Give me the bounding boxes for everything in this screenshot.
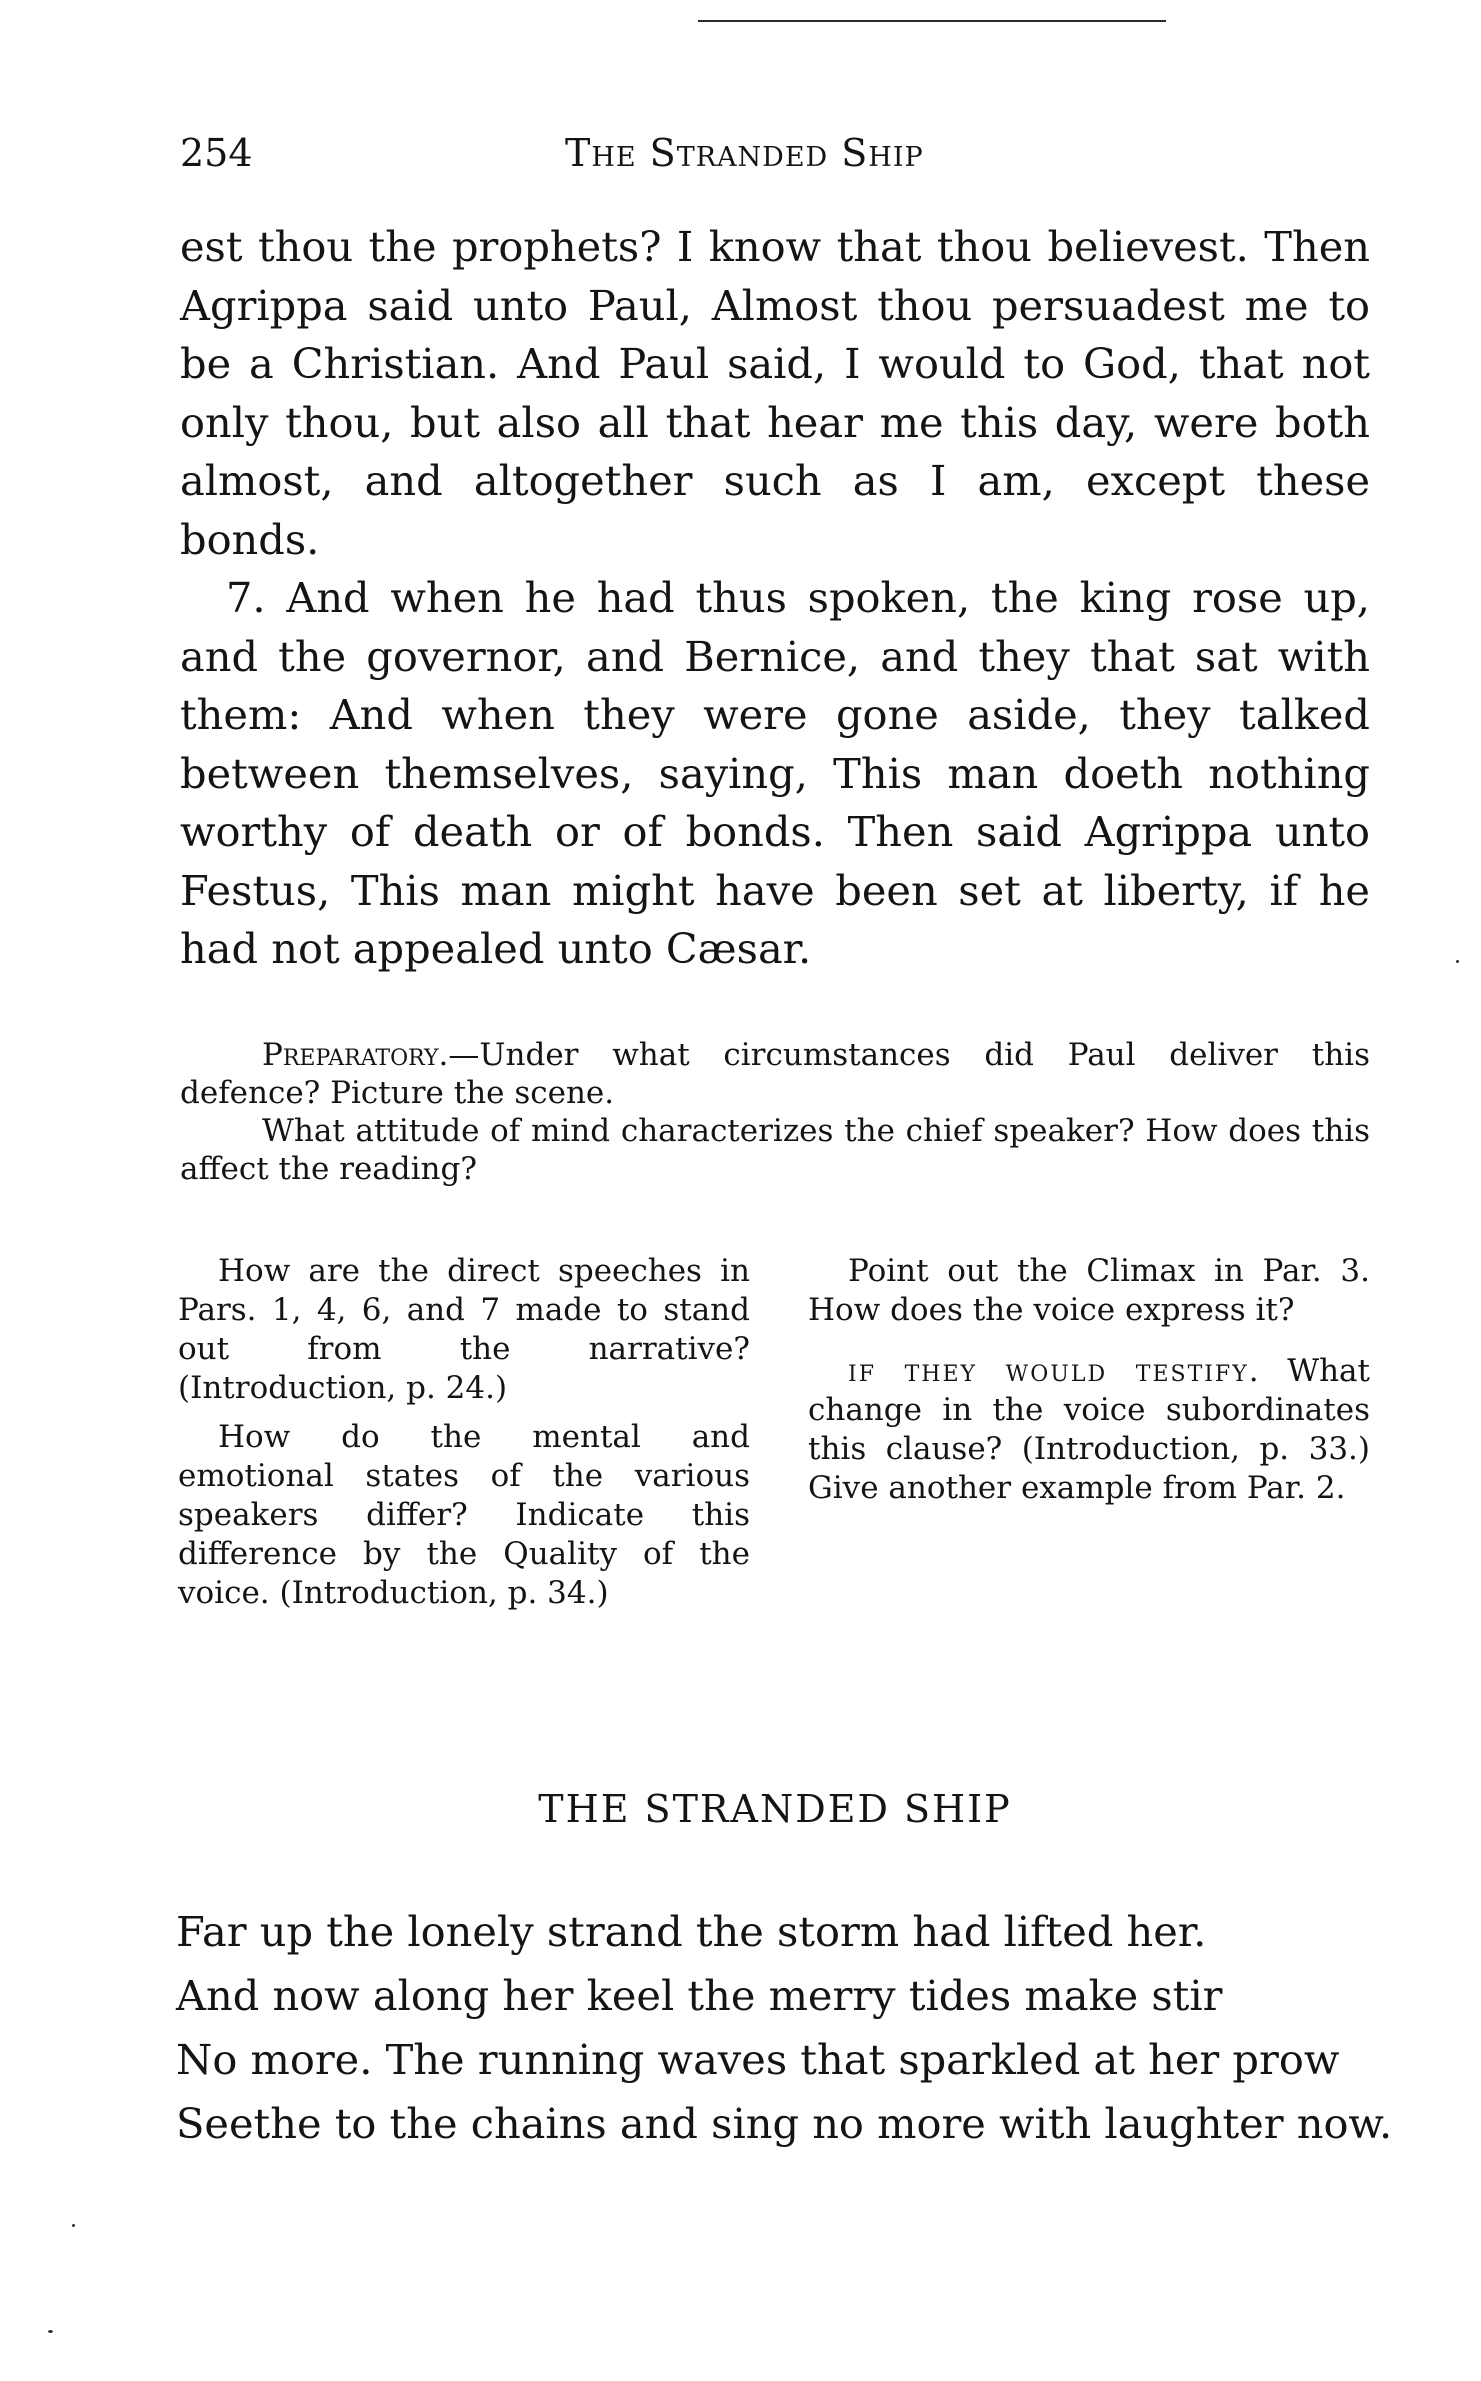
preparatory-question-2: What attitude of mind characterizes the chief speaker? How does this affect the reading? <box>180 1113 1370 1187</box>
poem <box>176 1900 1393 2156</box>
page-number: 254 <box>180 131 253 175</box>
question-emotional-states: How do the mental and emotional states of the various speakers differ? Indicate this difference by the Quality of the voice. (Introduction, p. 34.) <box>178 1419 750 1611</box>
preparatory-question-1 <box>180 1036 1370 1112</box>
paragraph-7: 7. And when he had thus spoken, the king rose up, and the governor, and Bernice, and they that sat with them: And when they were gone aside, they talked between themselves, saying, This man doeth nothing worthy of death or of bonds. Then said Agrippa unto Festus, This man might have been set at liberty, if he had not appealed unto Cæsar. <box>180 573 1370 973</box>
question-climax: Point out the Climax in Par. 3. How does the voice express it? <box>808 1253 1370 1328</box>
running-head <box>180 128 1370 178</box>
question-testify <box>808 1352 1370 1508</box>
scan-speck <box>72 2224 75 2227</box>
poem-line: Seethe to the chains and sing no more with laughter now. <box>176 2099 1393 2148</box>
poem-title: THE STRANDED SHIP <box>538 1787 1012 1831</box>
preparatory-label: Preparatory. <box>262 1037 449 1073</box>
poem-line: And now along her keel the merry tides make stir <box>176 1971 1223 2020</box>
top-rule <box>698 20 1166 22</box>
questions-right-column <box>808 1252 1370 1518</box>
testify-text: What change in the voice subordinates this clause? (Introduction, p. 33.) Give another example from Par. 2. <box>808 1353 1370 1506</box>
questions-left-column <box>178 1252 750 1623</box>
paragraph-6-continuation: est thou the prophets? I know that thou believest. Then Agrippa said unto Paul, Almost thou persuadest me to be a Christian. And Paul said, I would to God, that not only thou, but also all that hear me this day, were both almost, and altogether such as I am, except these bonds. <box>180 222 1370 564</box>
scan-speck <box>1456 960 1459 963</box>
running-title: The Stranded Ship <box>565 131 924 175</box>
preparatory-note <box>180 1036 1370 1188</box>
poem-line: No more. The running waves that sparkled at her prow <box>176 2035 1340 2084</box>
testify-label: if they would testify. <box>848 1353 1261 1389</box>
body-text <box>180 218 1370 979</box>
question-direct-speeches: How are the direct speeches in Pars. 1, 4, 6, and 7 made to stand out from the narrative? (Introduction, p. 24.) <box>178 1253 750 1406</box>
poem-line: Far up the lonely strand the storm had lifted her. <box>176 1907 1207 1956</box>
scan-speck <box>48 2330 53 2333</box>
preparatory-text-1: —Under what circumstances did Paul deliver this defence? Picture the scene. <box>180 1037 1370 1111</box>
